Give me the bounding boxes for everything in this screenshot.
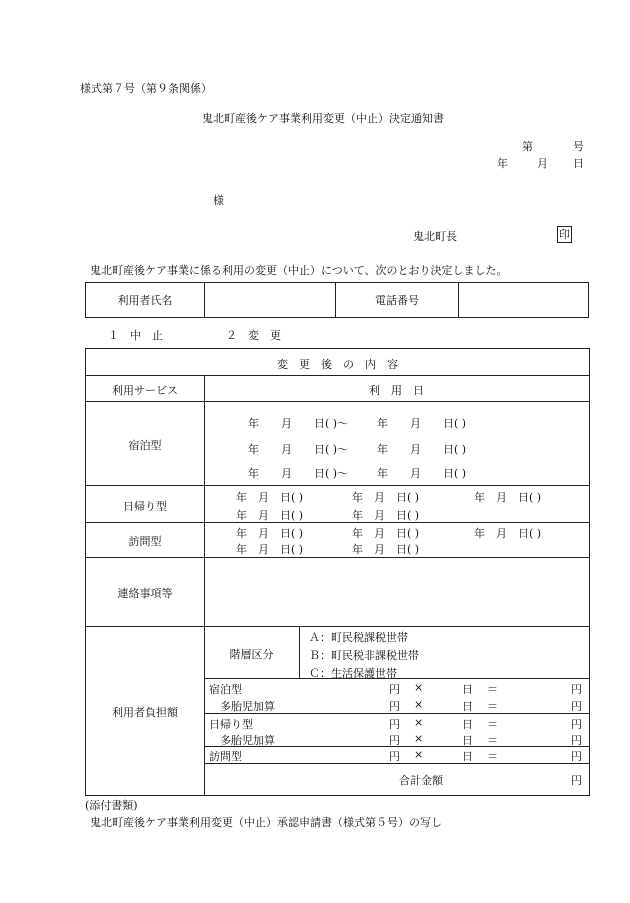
unit-price-yen: 円 [389, 718, 400, 731]
calc-row-name: 訪問型 [209, 750, 242, 763]
form-number: 様式第７号（第９条関係） [80, 82, 212, 95]
date-year: 年 [497, 157, 508, 170]
user-burden-label: 利用者負担額 [112, 706, 178, 719]
subtotal-yen: 円 [571, 718, 582, 731]
tier-c[interactable]: Ｃ：生活保護世帯 [309, 667, 397, 680]
multiply-sign: × [414, 681, 424, 694]
user-name-label: 利用者氏名 [86, 283, 205, 318]
subtotal-yen: 円 [571, 734, 582, 747]
home-visit-date[interactable]: 年 月 日( ) [352, 543, 420, 556]
day-visit-date[interactable]: 年 月 日( ) [236, 509, 304, 522]
calc-row-name: 日帰り型 [209, 718, 253, 731]
total-amount-yen: 円 [571, 774, 582, 787]
overnight-end-2[interactable]: 年 月 日( ) [377, 443, 467, 456]
calc-row-name: 多胎児加算 [209, 700, 275, 713]
tier-label: 階層区分 [229, 648, 274, 661]
unit-price-yen: 円 [389, 683, 400, 696]
days-unit: 日 [462, 700, 473, 713]
user-info-table [85, 282, 589, 318]
addressee-suffix: 様 [213, 194, 224, 207]
home-visit-date[interactable]: 年 月 日( ) [236, 527, 304, 540]
option-change[interactable]: ２ 変 更 [226, 329, 281, 342]
user-name-field[interactable] [205, 283, 336, 318]
document-title: 鬼北町産後ケア事業利用変更（中止）決定通知書 [202, 112, 444, 125]
day-visit-date[interactable]: 年 月 日( ) [352, 491, 420, 504]
option-cancel[interactable]: １ 中 止 [108, 329, 163, 342]
calc-row-name: 多胎児加算 [209, 734, 275, 747]
attachment-header: (添付書類) [85, 799, 138, 812]
unit-price-yen: 円 [389, 734, 400, 747]
contact-notes-field[interactable] [205, 558, 589, 625]
home-visit-label: 訪問型 [128, 535, 162, 548]
subtotal-yen: 円 [571, 700, 582, 713]
issuer-title: 鬼北町長 [413, 230, 457, 243]
overnight-start-1[interactable]: 年 月 日( )～ [248, 417, 349, 430]
days-unit: 日 [462, 718, 473, 731]
days-unit: 日 [462, 750, 473, 763]
days-unit: 日 [462, 734, 473, 747]
multiply-sign: × [414, 698, 424, 711]
doc-number-go: 号 [573, 140, 584, 153]
overnight-end-1[interactable]: 年 月 日( ) [377, 417, 467, 430]
equals-sign: ＝ [487, 734, 498, 747]
phone-label: 電話番号 [336, 283, 459, 318]
tier-a[interactable]: Ａ：町民税課税世帯 [309, 631, 408, 644]
home-visit-date[interactable]: 年 月 日( ) [352, 527, 420, 540]
overnight-start-3[interactable]: 年 月 日( )～ [248, 467, 349, 480]
tier-b[interactable]: Ｂ：町民税非課税世帯 [309, 649, 419, 662]
doc-number-dai: 第 [522, 140, 533, 153]
days-unit: 日 [462, 683, 473, 696]
day-visit-date[interactable]: 年 月 日( ) [352, 509, 420, 522]
overnight-start-2[interactable]: 年 月 日( )～ [248, 443, 349, 456]
equals-sign: ＝ [487, 750, 498, 763]
seal-stamp: 印 [559, 228, 570, 241]
phone-field[interactable] [459, 283, 589, 318]
equals-sign: ＝ [487, 700, 498, 713]
date-day: 日 [573, 157, 584, 170]
calc-row-name: 宿泊型 [209, 683, 242, 696]
date-month: 月 [537, 157, 548, 170]
total-amount-label: 合計金額 [399, 774, 443, 787]
service-label: 利用サービス [112, 384, 178, 397]
unit-price-yen: 円 [389, 750, 400, 763]
day-visit-label: 日帰り型 [123, 500, 167, 513]
equals-sign: ＝ [487, 683, 498, 696]
usage-date-label: 利 用 日 [369, 384, 424, 397]
change-table-header: 変 更 後 の 内 容 [277, 358, 398, 371]
contact-notes-label: 連絡事項等 [117, 587, 173, 600]
intro-text: 鬼北町産後ケア事業に係る利用の変更（中止）について、次のとおり決定しました。 [90, 264, 508, 277]
overnight-end-3[interactable]: 年 月 日( ) [377, 467, 467, 480]
subtotal-yen: 円 [571, 750, 582, 763]
equals-sign: ＝ [487, 718, 498, 731]
multiply-sign: × [414, 732, 424, 745]
multiply-sign: × [414, 748, 424, 761]
home-visit-date[interactable]: 年 月 日( ) [236, 543, 304, 556]
day-visit-date[interactable]: 年 月 日( ) [474, 491, 542, 504]
subtotal-yen: 円 [571, 683, 582, 696]
multiply-sign: × [414, 716, 424, 729]
change-table [85, 348, 590, 796]
home-visit-date[interactable]: 年 月 日( ) [474, 527, 542, 540]
attachment-text: 鬼北町産後ケア事業利用変更（中止）承認申請書（様式第５号）の写し [90, 816, 442, 829]
overnight-label: 宿泊型 [128, 439, 162, 452]
day-visit-date[interactable]: 年 月 日( ) [236, 491, 304, 504]
unit-price-yen: 円 [389, 700, 400, 713]
